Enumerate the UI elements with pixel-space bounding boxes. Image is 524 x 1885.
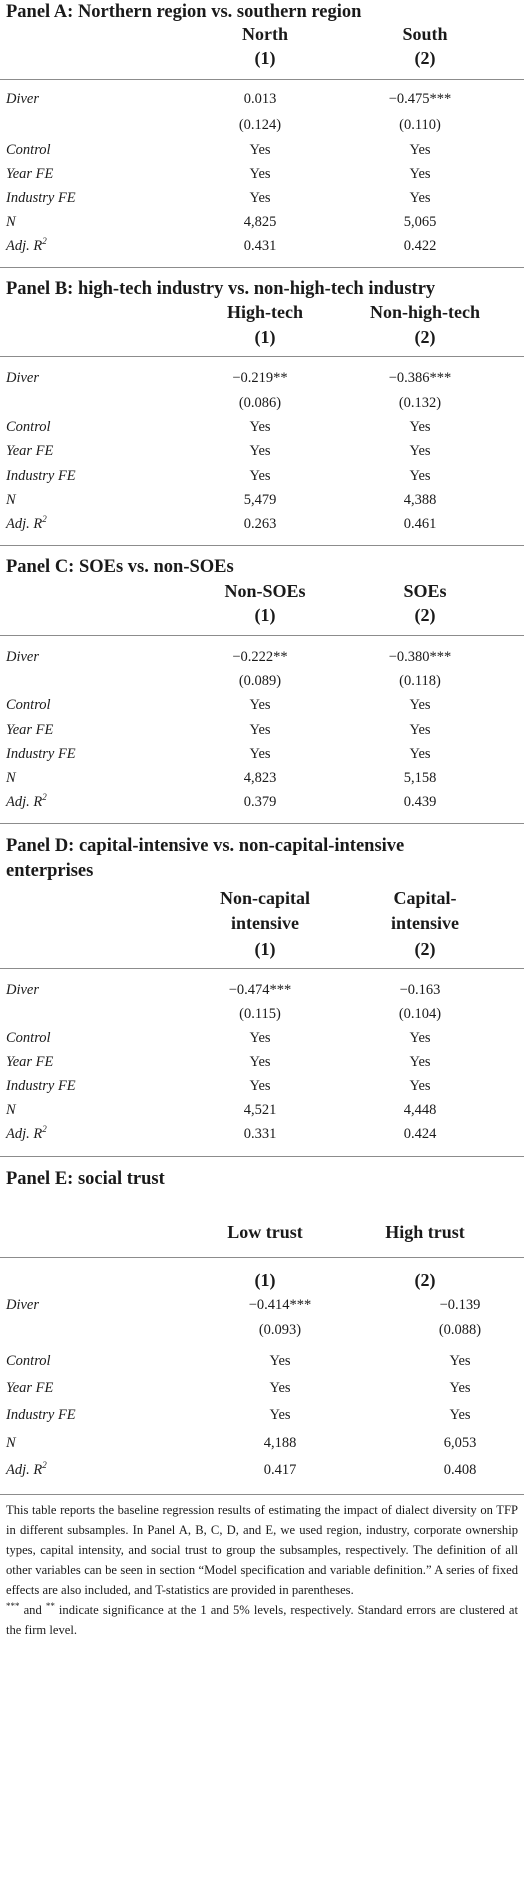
- panel-d-label-control: Control: [6, 1030, 51, 1046]
- panel-d-control-col1: Yes: [249, 1030, 271, 1046]
- panel-c-control-col2: Yes: [409, 697, 431, 713]
- panel-e-diver-col2: −0.139: [439, 1297, 481, 1313]
- panel-a-col2-number: (2): [414, 48, 436, 68]
- panel-a-n-col1: 4,825: [243, 214, 277, 230]
- panel-d-diver-col2: −0.163: [399, 982, 441, 998]
- panel-b-label-adj-r2: Adj. $R^2$: [6, 514, 47, 532]
- panel-b-se-col2: (0.132): [398, 395, 442, 411]
- panel-d-year-fe-col1: Yes: [249, 1054, 271, 1070]
- panel-e-label-n: N: [6, 1435, 16, 1451]
- panel-b-industry-fe-col2: Yes: [409, 468, 431, 484]
- panel-e-se-col2: (0.088): [438, 1322, 482, 1338]
- panel-c-control-col1: Yes: [249, 697, 271, 713]
- panel-d-col1-number: (1): [254, 939, 276, 959]
- panel-a-diver-col2: −0.475***: [388, 91, 452, 107]
- panel-c-label-diver: Diver: [6, 649, 40, 665]
- panel-d-adj-r2-col2: 0.424: [403, 1126, 437, 1142]
- panel-c-col2-name: SOEs: [403, 581, 447, 601]
- panel-c-industry-fe-col2: Yes: [409, 746, 431, 762]
- panel-e-diver-col1: −0.414***: [248, 1297, 312, 1313]
- panel-d-col2-number: (2): [414, 939, 436, 959]
- panel-b-industry-fe-col1: Yes: [249, 468, 271, 484]
- panel-e-mid-rule: [0, 1257, 524, 1258]
- panel-b-control-col1: Yes: [249, 419, 271, 435]
- panel-b-label-diver: Diver: [6, 370, 40, 386]
- panel-d-col1-name-line1: Non-capital: [220, 888, 310, 908]
- panel-d-bottom-rule: [0, 1156, 524, 1157]
- panel-b-year-fe-col2: Yes: [409, 443, 431, 459]
- panel-d-header-rule: [0, 968, 524, 969]
- panel-b-year-fe-col1: Yes: [249, 443, 271, 459]
- panel-a-se-col2: (0.110): [399, 117, 441, 133]
- panel-d-col2-name-line2: intensive: [390, 913, 459, 933]
- panel-a-diver-col1: 0.013: [243, 91, 277, 107]
- panel-c-label-industry-fe: Industry FE: [6, 746, 76, 762]
- panel-a-industry-fe-col2: Yes: [409, 190, 431, 206]
- panel-b-col2-name: Non-high-tech: [369, 302, 480, 322]
- panel-c-n-col2: 5,158: [403, 770, 437, 786]
- panel-a-adj-r2-col1: 0.431: [243, 238, 277, 254]
- panel-d-label-year-fe: Year FE: [6, 1054, 54, 1070]
- panel-d-adj-r2-col1: 0.331: [243, 1126, 277, 1142]
- panel-e-adj-r2-col2: 0.408: [443, 1462, 477, 1478]
- panel-a-label-control: Control: [6, 142, 51, 158]
- panel-d-col1-name-line2: intensive: [230, 913, 299, 933]
- panel-c-adj-r2-col2: 0.439: [403, 794, 437, 810]
- panel-c-label-adj-r2: Adj. $R^2$: [6, 792, 47, 810]
- panel-b-header-rule: [0, 356, 524, 357]
- panel-b-diver-col1: −0.219**: [232, 370, 288, 386]
- panel-d-label-n: N: [6, 1102, 16, 1118]
- panel-b-n-col2: 4,388: [403, 492, 437, 508]
- panel-d-title-line1: Panel D: capital-intensive vs. non-capital-intensive: [6, 836, 405, 856]
- panel-c-title: Panel C: SOEs vs. non-SOEs: [6, 557, 234, 577]
- panel-a-label-diver: Diver: [6, 91, 40, 107]
- panel-c-adj-r2-col1: 0.379: [243, 794, 277, 810]
- panel-a-header-rule: [0, 79, 524, 80]
- panel-a-label-adj-r2: Adj. $R^2$: [6, 236, 47, 254]
- panel-d-label-diver: Diver: [6, 982, 40, 998]
- panel-a-se-col1: (0.124): [238, 117, 282, 133]
- panel-a-year-fe-col2: Yes: [409, 166, 431, 182]
- panel-d-label-adj-r2: Adj. $R^2$: [6, 1124, 47, 1142]
- panel-e-title: Panel E: social trust: [6, 1169, 165, 1189]
- panel-c-n-col1: 4,823: [243, 770, 277, 786]
- table-note-significance: *** and ** indicate significance at the 1 and 5% levels, respectively. Standard errors are clustered at the firm level.: [6, 1600, 518, 1637]
- panel-e-bottom-rule: [0, 1494, 524, 1495]
- panel-e-year-fe-col1: Yes: [269, 1380, 291, 1396]
- panel-b-adj-r2-col1: 0.263: [243, 516, 277, 532]
- panel-e-n-col1: 4,188: [263, 1435, 297, 1451]
- panel-b-label-industry-fe: Industry FE: [6, 468, 76, 484]
- panel-c-industry-fe-col1: Yes: [249, 746, 271, 762]
- panel-c-label-control: Control: [6, 697, 51, 713]
- panel-a-year-fe-col1: Yes: [249, 166, 271, 182]
- panel-a-label-year-fe: Year FE: [6, 166, 54, 182]
- panel-d-n-col2: 4,448: [403, 1102, 437, 1118]
- panel-c-diver-col2: −0.380***: [388, 649, 452, 665]
- panel-e-label-diver: Diver: [6, 1297, 40, 1313]
- panel-e-industry-fe-col2: Yes: [449, 1407, 471, 1423]
- panel-d-year-fe-col2: Yes: [409, 1054, 431, 1070]
- panel-b-col1-number: (1): [254, 327, 276, 347]
- panel-b-title: Panel B: high-tech industry vs. non-high-tech industry: [6, 279, 436, 299]
- panel-e-industry-fe-col1: Yes: [269, 1407, 291, 1423]
- panel-c-header-rule: [0, 635, 524, 636]
- panel-d-title-line2: enterprises: [6, 861, 94, 881]
- panel-a-title: Panel A: Northern region vs. southern region: [6, 2, 362, 22]
- panel-d-diver-col1: −0.474***: [228, 982, 292, 998]
- panel-a-col1-name: North: [242, 24, 288, 44]
- panel-b-diver-col2: −0.386***: [388, 370, 452, 386]
- panel-a-adj-r2-col2: 0.422: [403, 238, 437, 254]
- panel-e-label-control: Control: [6, 1353, 51, 1369]
- panel-b-n-col1: 5,479: [243, 492, 277, 508]
- panel-b-adj-r2-col2: 0.461: [403, 516, 437, 532]
- panel-d-label-industry-fe: Industry FE: [6, 1078, 76, 1094]
- panel-c-col1-name: Non-SOEs: [224, 581, 306, 601]
- panel-e-col2-name: High trust: [385, 1222, 465, 1242]
- panel-b-label-control: Control: [6, 419, 51, 435]
- panel-e-label-industry-fe: Industry FE: [6, 1407, 76, 1423]
- panel-c-se-col2: (0.118): [399, 673, 441, 689]
- panel-e-label-adj-r2: Adj. $R^2$: [6, 1460, 47, 1478]
- table-note: [6, 1500, 518, 1640]
- panel-a-control-col2: Yes: [409, 142, 431, 158]
- panel-d-control-col2: Yes: [409, 1030, 431, 1046]
- panel-c-label-year-fe: Year FE: [6, 722, 54, 738]
- panel-b-bottom-rule: [0, 545, 524, 546]
- panel-a-control-col1: Yes: [249, 142, 271, 158]
- panel-e-control-col2: Yes: [449, 1353, 471, 1369]
- panel-e-col1-name: Low trust: [227, 1222, 303, 1242]
- panel-b-col2-number: (2): [414, 327, 436, 347]
- panel-d-industry-fe-col1: Yes: [249, 1078, 271, 1094]
- panel-a-col2-name: South: [402, 24, 448, 44]
- panel-d-se-col2: (0.104): [398, 1006, 442, 1022]
- panel-a-n-col2: 5,065: [403, 214, 437, 230]
- panel-c-year-fe-col2: Yes: [409, 722, 431, 738]
- panel-d-n-col1: 4,521: [243, 1102, 277, 1118]
- panel-c-col1-number: (1): [254, 605, 276, 625]
- panel-a-industry-fe-col1: Yes: [249, 190, 271, 206]
- panel-b-label-n: N: [6, 492, 16, 508]
- panel-a-label-n: N: [6, 214, 16, 230]
- panel-b-se-col1: (0.086): [238, 395, 282, 411]
- panel-d-industry-fe-col2: Yes: [409, 1078, 431, 1094]
- panel-c-label-n: N: [6, 770, 16, 786]
- panel-b-control-col2: Yes: [409, 419, 431, 435]
- panel-e-col1-number: (1): [254, 1270, 276, 1290]
- panel-e-col2-number: (2): [414, 1270, 436, 1290]
- panel-a-col1-number: (1): [254, 48, 276, 68]
- panel-d-se-col1: (0.115): [239, 1006, 281, 1022]
- panel-e-control-col1: Yes: [269, 1353, 291, 1369]
- panel-e-se-col1: (0.093): [258, 1322, 302, 1338]
- panel-c-year-fe-col1: Yes: [249, 722, 271, 738]
- panel-e-n-col2: 6,053: [443, 1435, 477, 1451]
- panel-c-col2-number: (2): [414, 605, 436, 625]
- panel-c-bottom-rule: [0, 823, 524, 824]
- panel-e-year-fe-col2: Yes: [449, 1380, 471, 1396]
- panel-c-se-col1: (0.089): [238, 673, 282, 689]
- panel-b-label-year-fe: Year FE: [6, 443, 54, 459]
- panel-c-diver-col1: −0.222**: [232, 649, 288, 665]
- panel-d-col2-name-line1: Capital-: [393, 888, 457, 908]
- panel-a-bottom-rule: [0, 267, 524, 268]
- panel-e-label-year-fe: Year FE: [6, 1380, 54, 1396]
- panel-b-col1-name: High-tech: [227, 302, 303, 322]
- panel-e-adj-r2-col1: 0.417: [263, 1462, 297, 1478]
- panel-a-label-industry-fe: Industry FE: [6, 190, 76, 206]
- table-note-paragraph: This table reports the baseline regression results of estimating the impact of dialect diversity on TFP in different subsamples. In Panel A, B, C, D, and E, we used region, industry, corporate ownership types, capital intensity, and social trust to group the subsamples, respectively. The definition of all other variables can be seen in section “Model specification and variable definition.” A series of fixed effects are also included, and T-statistics are provided in parentheses.: [6, 1503, 518, 1597]
